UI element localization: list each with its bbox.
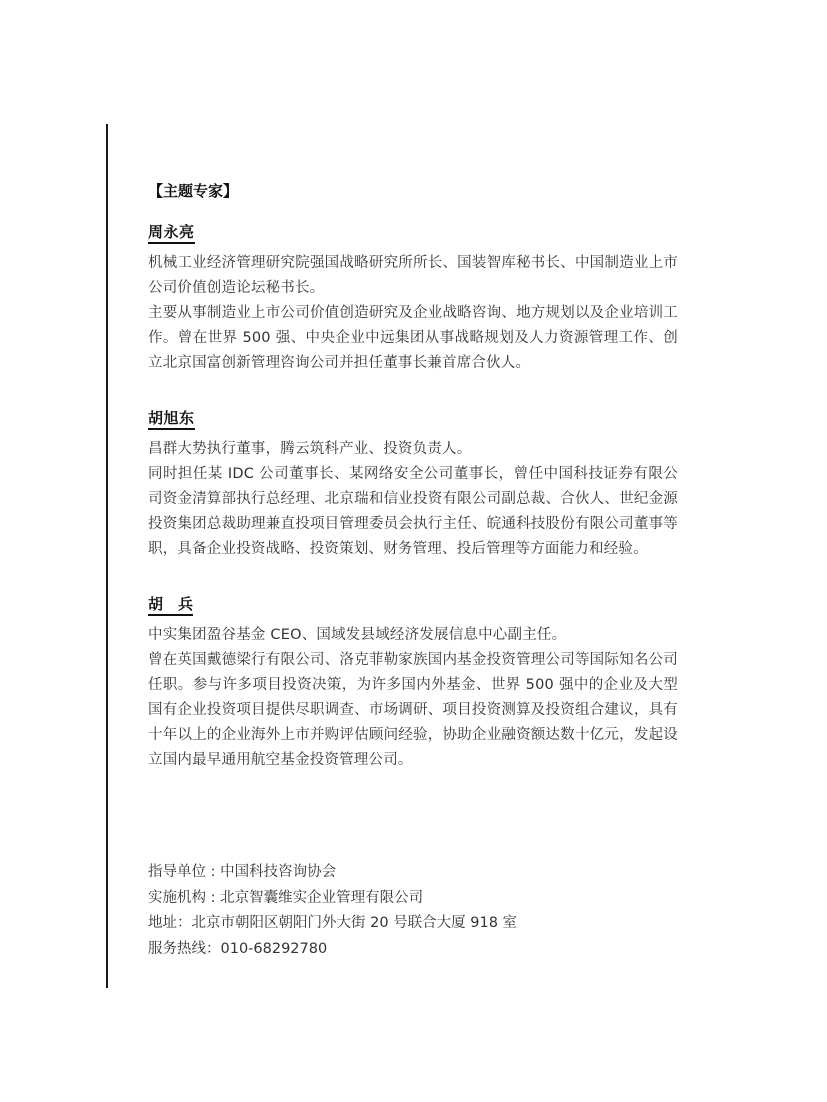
implementing-agency: 实施机构 : 北京智囊维实企业管理有限公司 xyxy=(148,889,424,906)
expert-hu-xudong xyxy=(148,408,678,562)
experts-section xyxy=(148,180,678,773)
expert-bio-line1: 机械工业经济管理研究院强国战略研究所所长、国装智库秘书长、中国制造业上市公司价值创造论坛秘书长。 xyxy=(148,255,678,296)
expert-zhou-yongliang xyxy=(148,222,678,376)
expert-name: 胡旭东 xyxy=(148,408,195,430)
guidance-unit: 指导单位 : 中国科技咨询协会 xyxy=(148,864,337,880)
section-title: 【主题专家】 xyxy=(148,182,239,200)
expert-name: 胡 兵 xyxy=(148,594,193,616)
expert-bio-line2: 同时担任某 IDC 公司董事长、某网络安全公司董事长，曾任中国科技证券有限公司资金清算部执行总经理、北京瑞和信业投资有限公司副总裁、合伙人、世纪金源投资集团总裁助理兼直投项目管理委员会执行主任、皖通科技股份有限公司董事等职，具备企业投资战略、投资策划、财务管理、投后管理等方面能力和经验。 xyxy=(148,466,678,557)
expert-bio-line1: 中实集团盈谷基金 CEO、国域发县域经济发展信息中心副主任。 xyxy=(148,627,567,643)
address: 地址：北京市朝阳区朝阳门外大街 20 号联合大厦 918 室 xyxy=(148,915,518,931)
expert-bio-line1: 昌群大势执行董事，腾云筑科产业、投资负责人。 xyxy=(148,441,472,457)
expert-hu-bing xyxy=(148,594,678,773)
expert-bio-line2: 主要从事制造业上市公司价值创造研究及企业战略咨询、地方规划以及企业培训工作。曾在世界 500 强、中央企业中远集团从事战略规划及人力资源管理工作、创立北京国富创新管理咨询公司并担任董事长兼首席合伙人。 xyxy=(148,305,678,371)
margin-rule-line xyxy=(106,124,108,988)
expert-name: 周永亮 xyxy=(148,222,195,244)
footer-info xyxy=(148,860,608,962)
service-hotline: 服务热线：010-68292780 xyxy=(148,940,328,957)
expert-bio-line2: 曾在英国戴德梁行有限公司、洛克菲勒家族国内基金投资管理公司等国际知名公司任职。参与许多项目投资决策，为许多国内外基金、世界 500 强中的企业及大型国有企业投资项目提供尽职调查、市场调研、项目投资测算及投资组合建议，具有十年以上的企业海外上市并购评估顾问经验，协助企业融资额达数十亿元，发起设立国内最早通用航空基金投资管理公司。 xyxy=(148,652,678,768)
